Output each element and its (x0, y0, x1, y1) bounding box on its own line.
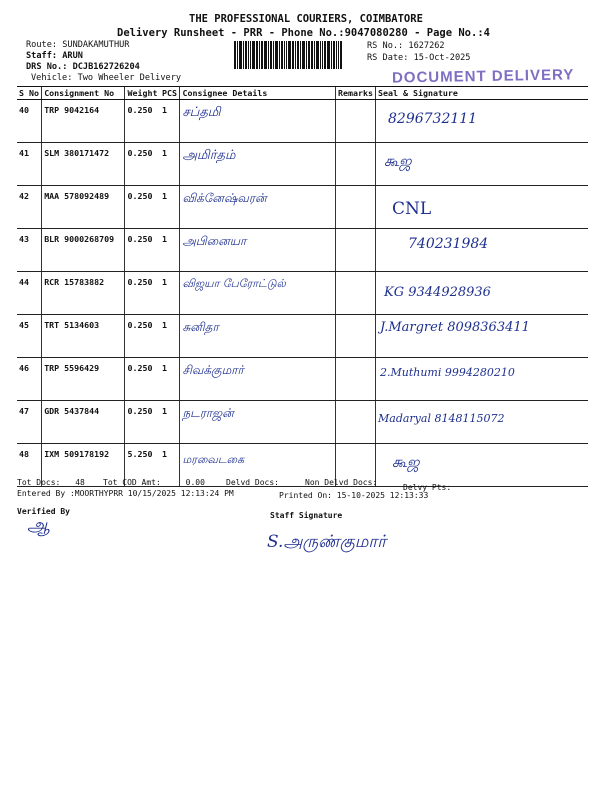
delivery-points-label: Delvy Pts: (403, 483, 452, 492)
table-row (17, 272, 588, 315)
signature-handwriting: Madaryal 8148115072 (378, 412, 505, 425)
consignee-handwriting: விக்னேஷ்வரன் (182, 191, 267, 205)
row-signature (376, 358, 589, 401)
signature-handwriting: J.Margret 8098363411 (380, 320, 530, 335)
col-pcs: PCS (160, 87, 180, 100)
row-pcs: 1 (160, 315, 180, 358)
row-weight: 0.250 (125, 100, 160, 143)
row-signature (376, 229, 589, 272)
row-consignment: TRT 5134603 (42, 315, 125, 358)
row-sno: 43 (17, 229, 42, 272)
col-consignee: Consignee Details (180, 87, 336, 100)
row-signature (376, 401, 589, 444)
col-remarks: Remarks (336, 87, 376, 100)
row-remarks (336, 143, 376, 186)
signature-handwriting: கூஜ (384, 152, 412, 170)
row-consignment: IXM 509178192 (42, 444, 125, 487)
row-signature (376, 100, 589, 143)
rs-date: RS Date: 15-Oct-2025 (367, 53, 471, 63)
total-cod (103, 478, 205, 487)
row-consignment: BLR 9000268709 (42, 229, 125, 272)
document-delivery-stamp: DOCUMENT DELIVERY (391, 66, 575, 87)
row-signature (376, 272, 589, 315)
row-pcs: 1 (160, 143, 180, 186)
rs-number: RS No.: 1627262 (367, 41, 445, 51)
row-sno: 40 (17, 100, 42, 143)
row-signature (376, 186, 589, 229)
verified-by-label: Verified By (17, 507, 70, 516)
drs-number: DRS No.: DCJB162726204 (26, 62, 140, 72)
verified-signature: ஆ (27, 515, 50, 536)
company-name: THE PROFESSIONAL COURIERS, COIMBATORE (189, 13, 423, 25)
row-remarks (336, 229, 376, 272)
row-pcs: 1 (160, 272, 180, 315)
row-pcs: 1 (160, 444, 180, 487)
row-consignee (180, 358, 336, 401)
row-consignee (180, 143, 336, 186)
row-remarks (336, 315, 376, 358)
row-remarks (336, 272, 376, 315)
total-docs-label: Tot Docs: (17, 478, 61, 487)
row-sno: 44 (17, 272, 42, 315)
table-row (17, 315, 588, 358)
row-consignee (180, 186, 336, 229)
row-consignment: RCR 15783882 (42, 272, 125, 315)
row-weight: 0.250 (125, 272, 160, 315)
row-sno: 47 (17, 401, 42, 444)
row-sno: 45 (17, 315, 42, 358)
total-cod-value: 0.00 (185, 478, 205, 487)
row-weight: 0.250 (125, 358, 160, 401)
row-sno: 46 (17, 358, 42, 401)
row-remarks (336, 401, 376, 444)
row-sno: 48 (17, 444, 42, 487)
delivered-docs-label: Delvd Docs: (226, 478, 279, 487)
col-signature: Seal & Signature (376, 87, 589, 100)
staff-signature: S.அருண்குமார் (267, 532, 387, 552)
consignee-handwriting: நடராஜன் (182, 406, 234, 420)
entered-by: Entered By :MOORTHYPRR 10/15/2025 12:13:24 PM (17, 489, 234, 498)
route: Route: SUNDAKAMUTHUR (26, 40, 130, 50)
consignee-handwriting: சப்தமி (182, 105, 221, 120)
row-consignment: SLM 380171472 (42, 143, 125, 186)
col-consignment: Consignment No (42, 87, 125, 100)
printed-on: Printed On: 15-10-2025 12:13:33 (279, 491, 429, 500)
delivery-table (17, 86, 588, 487)
row-consignee (180, 401, 336, 444)
row-consignment: TRP 5596429 (42, 358, 125, 401)
row-signature (376, 315, 589, 358)
row-consignee (180, 229, 336, 272)
col-sno: S No (17, 87, 42, 100)
table-row (17, 186, 588, 229)
row-remarks (336, 186, 376, 229)
row-pcs: 1 (160, 186, 180, 229)
consignee-handwriting: அமிர்தம் (182, 148, 236, 163)
total-docs-value: 48 (75, 478, 85, 487)
table-row (17, 358, 588, 401)
row-pcs: 1 (160, 401, 180, 444)
row-weight: 0.250 (125, 315, 160, 358)
table-row (17, 143, 588, 186)
barcode (234, 41, 362, 69)
table-row (17, 100, 588, 143)
row-consignment: TRP 9042164 (42, 100, 125, 143)
signature-handwriting: KG 9344928936 (384, 285, 491, 300)
vehicle: Vehicle: Two Wheeler Delivery (31, 73, 182, 83)
row-pcs: 1 (160, 229, 180, 272)
runsheet-title: Delivery Runsheet - PRR - Phone No.:9047080280 - Page No.:4 (117, 27, 490, 39)
signature-handwriting: 740231984 (408, 236, 489, 252)
table-row (17, 229, 588, 272)
row-remarks (336, 358, 376, 401)
row-weight: 5.250 (125, 444, 160, 487)
row-pcs: 1 (160, 100, 180, 143)
row-remarks (336, 100, 376, 143)
row-signature (376, 444, 589, 487)
consignee-handwriting: சிவக்குமார் (182, 363, 244, 377)
consignee-handwriting: சுனிதா (182, 320, 219, 334)
consignee-handwriting: விஜயா பேரோட்டுல் (182, 277, 286, 290)
consignee-handwriting: அபினையா (182, 234, 247, 248)
staff-signature-label: Staff Signature (270, 511, 343, 520)
signature-handwriting: CNL (392, 199, 432, 219)
table-header-row (17, 87, 588, 100)
row-weight: 0.250 (125, 186, 160, 229)
row-consignment: GDR 5437844 (42, 401, 125, 444)
table-row (17, 401, 588, 444)
consignee-handwriting: மரவைடகை (182, 453, 245, 466)
signature-handwriting: 2.Muthumi 9994280210 (380, 366, 515, 379)
row-weight: 0.250 (125, 401, 160, 444)
row-weight: 0.250 (125, 143, 160, 186)
signature-handwriting: 8296732111 (388, 111, 478, 127)
total-cod-label: Tot COD Amt: (103, 478, 161, 487)
non-delivered-docs-label: Non Delvd Docs: (305, 478, 378, 487)
row-consignment: MAA 578092489 (42, 186, 125, 229)
row-consignee (180, 100, 336, 143)
staff: Staff: ARUN (26, 51, 83, 61)
row-pcs: 1 (160, 358, 180, 401)
total-docs (17, 478, 85, 487)
row-sno: 42 (17, 186, 42, 229)
row-consignee (180, 315, 336, 358)
signature-handwriting: கூஜ (392, 453, 420, 471)
row-weight: 0.250 (125, 229, 160, 272)
row-sno: 41 (17, 143, 42, 186)
row-consignee (180, 272, 336, 315)
col-weight: Weight (125, 87, 160, 100)
row-signature (376, 143, 589, 186)
